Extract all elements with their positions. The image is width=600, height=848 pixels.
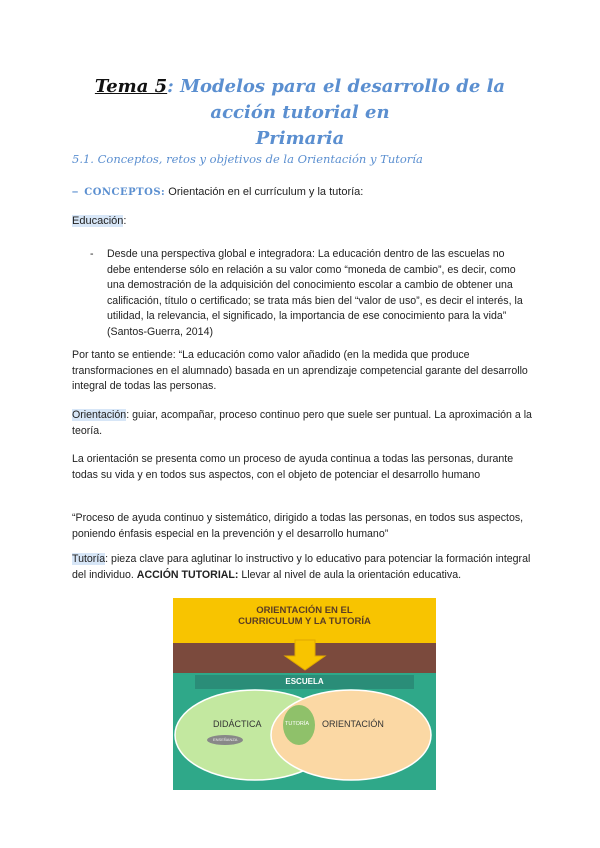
diagram-shapes — [173, 598, 436, 790]
tutoria-label: Tutoría — [72, 553, 106, 565]
orientacion-paragraph — [72, 408, 534, 439]
down-arrow-icon — [285, 640, 325, 670]
title-colon: : — [167, 76, 174, 97]
quote-paragraph: “Proceso de ayuda continuo y sistemático, dirigido a todas las personas, en todos sus aspectos, poniendo énfasis especial en la prevención y el desarrollo humano” — [72, 512, 524, 540]
tutoria-paragraph — [72, 552, 534, 583]
educacion-colon: : — [123, 215, 127, 227]
escuela-label: ESCUELA — [285, 677, 324, 686]
tutoria-after: Llevar al nivel de aula la orientación educativa. — [238, 568, 462, 581]
orientacion-text: : guiar, acompañar, proceso continuo pero que suele ser puntual. La aproximación a la teoría. — [72, 409, 532, 437]
por-tanto-paragraph: Por tanto se entiende: “La educación como valor añadido (en la medida que produce transformaciones en el alumnado) basada en un aprendizaje competencial garante del desarrollo integral de todas las personas. — [72, 349, 528, 392]
concepts-colon: : — [161, 187, 166, 198]
bullet-text: Desde una perspectiva global e integradora: La educación dentro de las escuelas no debe entenderse sólo en relación a su valor como “moneda de cambio”, es decir, como una demostración de la adquisición del conocimiento escolar a cambio de obtener una calificación, título o certificado; se trata más bien del “valor de uso”, es decir el interés, la utilidad, la relevancia, el significado, la importancia de ese conocimiento para la vida” (Santos-Guerra, 2014) — [107, 248, 523, 338]
page-title — [60, 74, 540, 152]
section-heading: 5.1. Conceptos, retos y objetivos de la Orientación y Tutoría — [72, 152, 423, 166]
title-line2: Primaria — [255, 128, 345, 149]
orientation-diagram — [173, 598, 436, 790]
orientacion-label-diagram: ORIENTACIÓN — [322, 719, 384, 729]
tutoria-text: : pieza clave para aglutinar lo instructivo y lo educativo para potenciar la formación integral del individuo. — [72, 553, 531, 581]
tutoria-label-diagram: TUTORÍA — [285, 721, 310, 727]
bullet-mark: - — [90, 248, 94, 260]
educacion-label: Educación — [72, 215, 124, 227]
concepts-line — [72, 186, 363, 198]
concepts-text: Orientación en el currículum y la tutoría: — [165, 186, 364, 198]
educacion-label-line — [72, 215, 126, 227]
title-line1: Modelos para el desarrollo de la acción tutorial en — [173, 76, 506, 123]
concepts-dash: – — [72, 186, 79, 198]
small-pill-label: ENSEÑANZA — [213, 737, 238, 742]
diagram-top-line2: CURRICULUM Y LA TUTORÍA — [238, 616, 371, 627]
concepts-keyword: CONCEPTOS — [84, 187, 162, 198]
orientacion-label: Orientación — [72, 409, 127, 421]
accion-tutorial-label: ACCIÓN TUTORIAL: — [136, 568, 239, 581]
orientacion-definition-paragraph: La orientación se presenta como un proceso de ayuda continua a todas las personas, durante todas su vida y en todos sus aspectos, con el objeto de potenciar el desarrollo humano — [72, 453, 514, 481]
didactica-label: DIDÁCTICA — [213, 719, 262, 729]
title-tema: Tema 5 — [94, 76, 168, 97]
diagram-top-line1: ORIENTACIÓN EN EL — [256, 605, 353, 616]
